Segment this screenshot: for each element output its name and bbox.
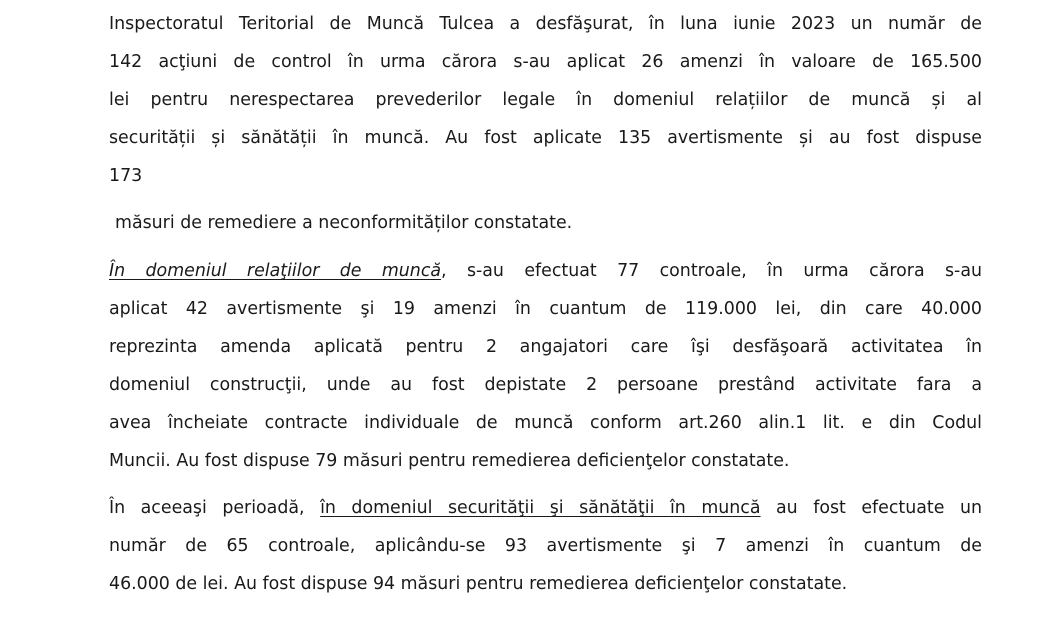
paragraph-4-line-1-rest: au fost efectuate un: [760, 498, 982, 518]
paragraph-3-line-1-rest: , s-au efectuat 77 controale, în urma cărora s-au: [441, 261, 982, 281]
paragraph-1-line-4: securității și sănătății în muncă. Au fost aplicate 135 avertismente și au fost dispuse: [109, 128, 982, 148]
paragraph-1-line-2: 142 acţiuni de control în urma cărora s-au aplicat 26 amenzi în valoare de 165.500: [109, 52, 982, 72]
paragraph-4-line-2: număr de 65 controale, aplicându-se 93 avertismente şi 7 amenzi în cuantum de: [109, 536, 982, 556]
paragraph-1-line-5: 173: [109, 166, 143, 186]
paragraph-4-line-1-pre: În aceeaşi perioadă,: [109, 498, 321, 518]
paragraph-3-line-5: avea încheiate contracte individuale de muncă conform art.260 alin.1 lit. e din Codul: [109, 413, 982, 433]
paragraph-3-line-2: aplicat 42 avertismente şi 19 amenzi în cuantum de 119.000 lei, din care 40.000: [109, 299, 982, 319]
paragraph-3-line-3: reprezinta amenda aplicată pentru 2 angajatori care îşi desfăşoară activitatea în: [109, 337, 982, 357]
paragraph-1-line-3: lei pentru nerespectarea prevederilor legale în domeniul relațiilor de muncă și al: [109, 90, 982, 110]
paragraph-3-line-1: [109, 259, 982, 283]
paragraph-3-line-4: domeniul construcţii, unde au fost depistate 2 persoane prestând activitate fara a: [109, 375, 982, 395]
safety-health-heading: în domeniul securităţii şi sănătăţii în muncă: [320, 498, 761, 518]
paragraph-4-line-1: [109, 496, 982, 520]
paragraph-1-line-1: Inspectoratul Teritorial de Muncă Tulcea a desfăşurat, în luna iunie 2023 un număr de: [109, 14, 982, 34]
paragraph-2-line-1: măsuri de remediere a neconformităților constatate.: [115, 213, 573, 233]
paragraph-3-line-6: Muncii. Au fost dispuse 79 măsuri pentru remedierea deficienţelor constatate.: [109, 451, 790, 471]
paragraph-4-line-3: 46.000 de lei. Au fost dispuse 94 măsuri pentru remedierea deficienţelor constatate.: [109, 574, 848, 594]
labour-relations-heading: În domeniul relaţiilor de muncă: [109, 261, 442, 281]
